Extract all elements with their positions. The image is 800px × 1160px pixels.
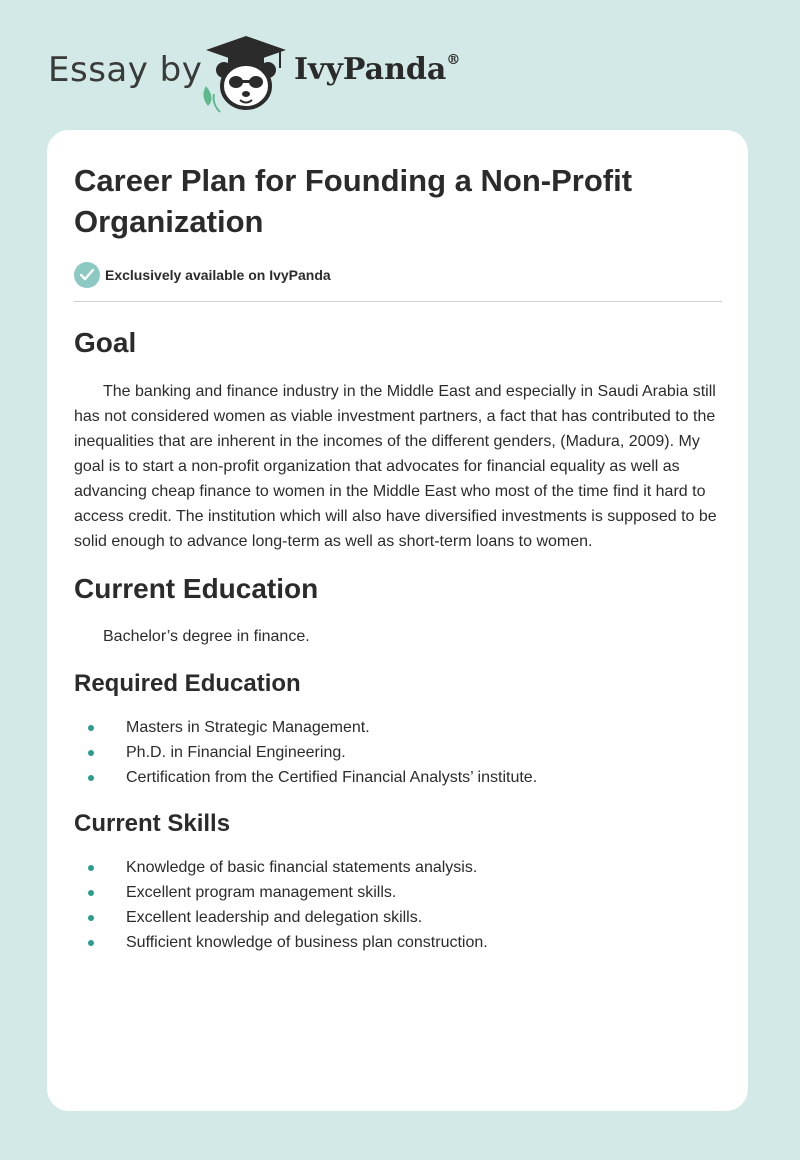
current-education-heading: Current Education [74, 573, 319, 604]
current-skills-list [74, 855, 722, 955]
registered-mark: ® [446, 52, 461, 68]
list-item [74, 880, 722, 905]
list-item-text: Excellent program management skills. [126, 884, 397, 901]
article-title: Career Plan for Founding a Non-Profit Organization [74, 163, 633, 239]
brand-logo[interactable] [294, 52, 460, 87]
list-item-text: Knowledge of basic financial statements analysis. [126, 859, 478, 876]
bullet-icon [88, 725, 94, 731]
brand-name: IvyPanda [294, 52, 447, 87]
bullet-icon [88, 915, 94, 921]
bullet-icon [88, 865, 94, 871]
essay-by-label: Essay by [48, 50, 203, 90]
list-item [74, 765, 722, 790]
bullet-icon [88, 890, 94, 896]
required-education-list [74, 715, 722, 790]
article-content [74, 160, 722, 955]
list-item [74, 905, 722, 930]
list-item [74, 930, 722, 955]
bullet-icon [88, 940, 94, 946]
list-item-text: Sufficient knowledge of business plan construction. [126, 934, 488, 951]
check-icon [74, 262, 100, 288]
list-item-text: Ph.D. in Financial Engineering. [126, 744, 346, 761]
list-item [74, 715, 722, 740]
list-item-text: Masters in Strategic Management. [126, 719, 370, 736]
required-education-heading: Required Education [74, 670, 301, 697]
list-item [74, 740, 722, 765]
exclusive-badge [74, 261, 722, 289]
panda-logo-icon[interactable] [200, 34, 292, 114]
badge-text: Exclusively available on IvyPanda [105, 267, 331, 283]
title-divider [74, 301, 722, 302]
list-item-text: Certification from the Certified Financial Analysts’ institute. [126, 769, 538, 786]
bullet-icon [88, 750, 94, 756]
list-item-text: Excellent leadership and delegation skills. [126, 909, 423, 926]
current-skills-heading: Current Skills [74, 810, 231, 837]
list-item [74, 855, 722, 880]
site-header [48, 30, 468, 114]
goal-heading: Goal [74, 327, 137, 358]
current-education-paragraph: Bachelor’s degree in finance. [103, 628, 310, 645]
bullet-icon [88, 775, 94, 781]
goal-paragraph: The banking and finance industry in the Middle East and especially in Saudi Arabia still has not considered women as viable investment partners, a fact that has contributed to the inequalities that are inherent in the incomes of the different genders, (Madura, 2009). My goal is to start a non-profit organization that advocates for financial equality as well as advancing cheap finance to women in the Middle East who most of the time find it hard to access credit. The institution which will also have diversified investments is supposed to be solid enough to advance long-term as well as short-term loans to women. [74, 383, 717, 550]
article-card [47, 130, 748, 1111]
